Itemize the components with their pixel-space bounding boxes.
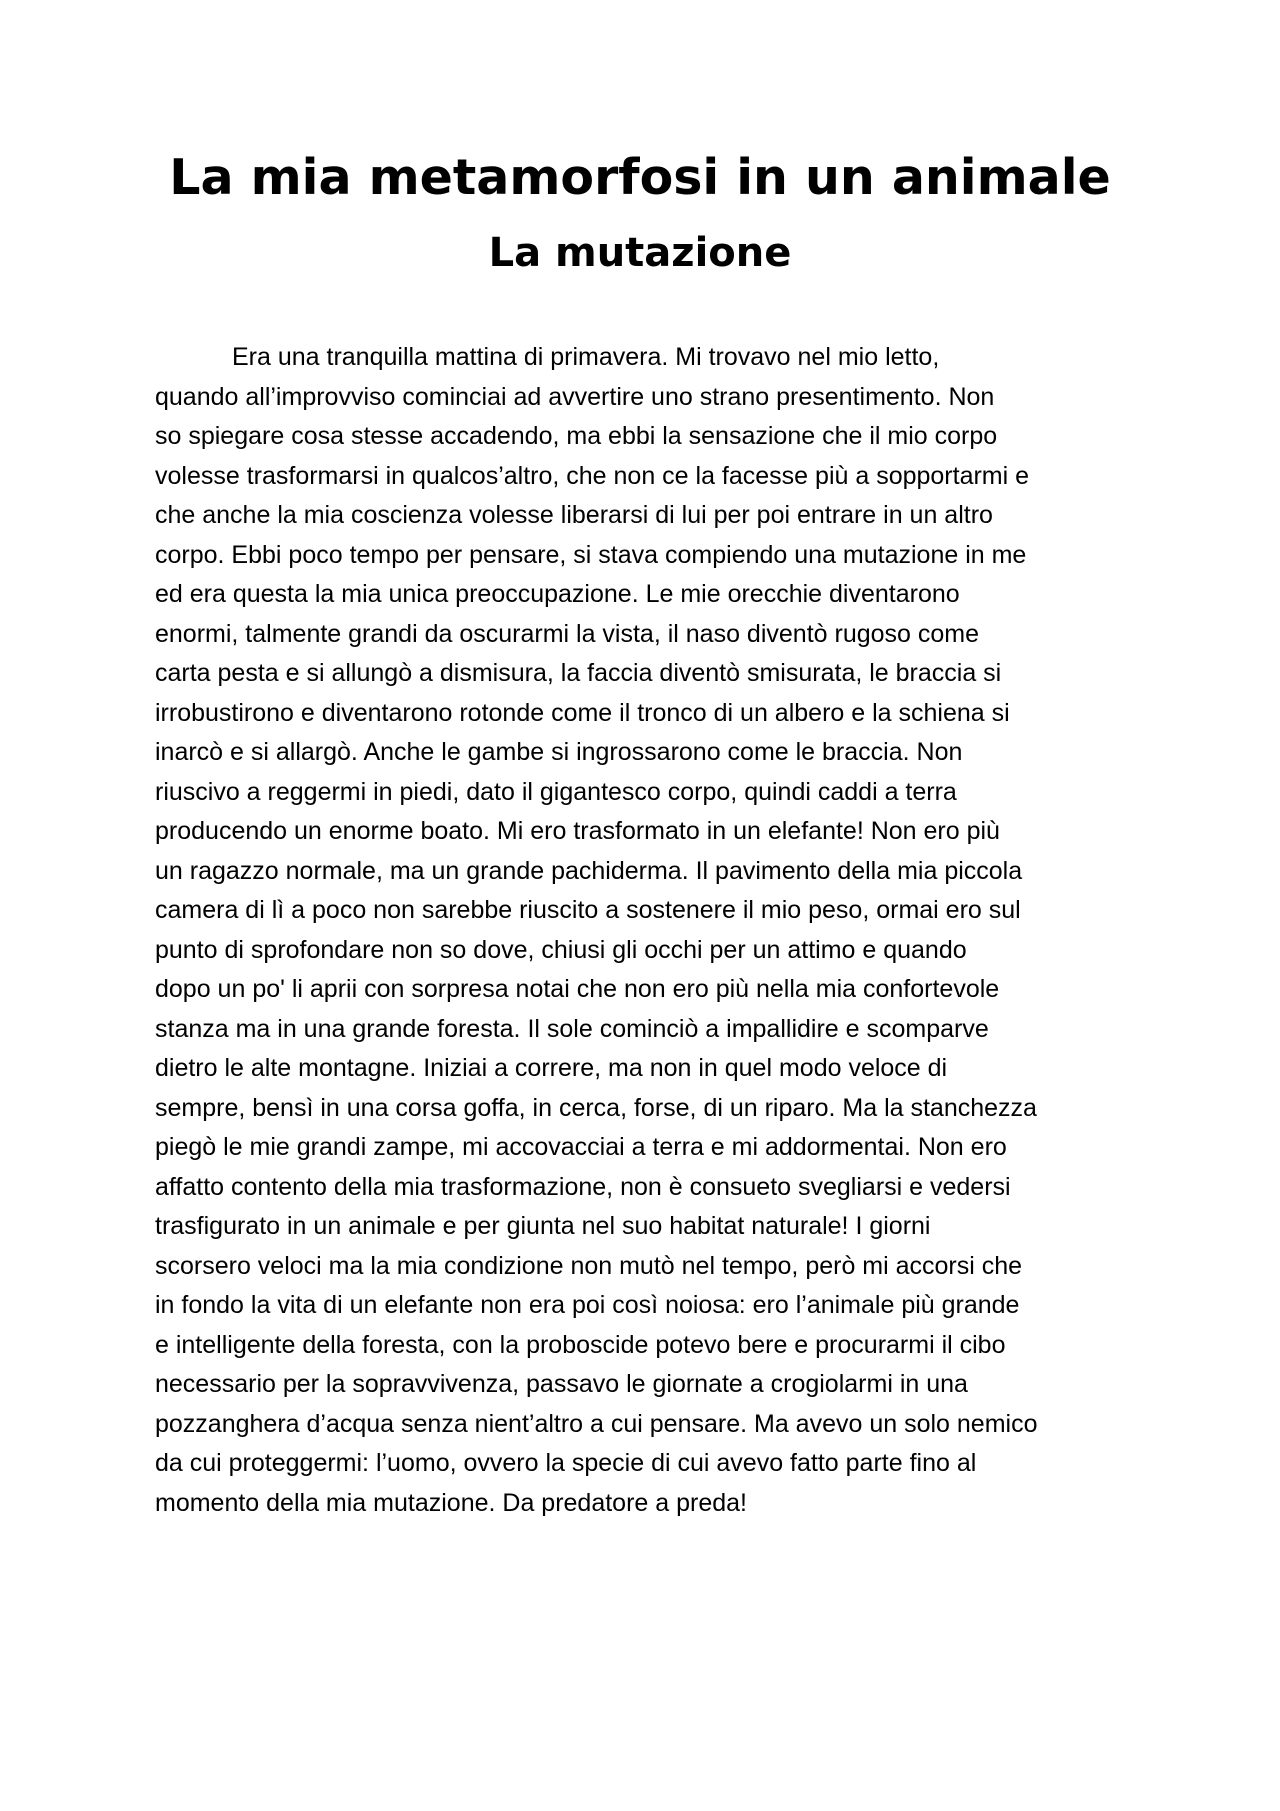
document-subtitle: La mutazione [488,230,792,276]
paragraph-line: trasfigurato in un animale e per giunta nel suo habitat naturale! I giorni [155,1212,931,1240]
paragraph-line: da cui proteggermi: l’uomo, ovvero la specie di cui avevo fatto parte fino al [155,1449,977,1477]
paragraph-line: dopo un po' li aprii con sorpresa notai che non ero più nella mia confortevole [155,975,1000,1003]
paragraph-line: un ragazzo normale, ma un grande pachiderma. Il pavimento della mia piccola [155,856,1023,885]
paragraph-line: enormi, talmente grandi da oscurarmi la vista, il naso diventò rugoso come [155,619,980,648]
paragraph-line: so spiegare cosa stesse accadendo, ma ebbi la sensazione che il mio corpo [155,422,998,450]
paragraph-line: dietro le alte montagne. Iniziai a correre, ma non in quel modo veloce di [155,1054,948,1082]
paragraph-line: corpo. Ebbi poco tempo per pensare, si stava compiendo una mutazione in me [155,540,1027,569]
document-title: La mia metamorfosi in un animale [169,149,1111,206]
paragraph-line: scorsero veloci ma la mia condizione non mutò nel tempo, però mi accorsi che [155,1251,1023,1280]
paragraph-line: e intelligente della foresta, con la proboscide potevo bere e procurarmi il cibo [155,1330,1006,1359]
paragraph-line: piegò le mie grandi zampe, mi accovacciai a terra e mi addormentai. Non ero [155,1133,1007,1161]
paragraph-line: necessario per la sopravvivenza, passavo le giornate a crogiolarmi in una [155,1370,968,1398]
paragraph-line: Era una tranquilla mattina di primavera. Mi trovavo nel mio letto, [232,343,940,371]
paragraph-line: camera di lì a poco non sarebbe riuscito a sostenere il mio peso, ormai ero sul [155,896,1021,924]
paragraph-line: carta pesta e si allungò a dismisura, la faccia diventò smisurata, le braccia si [155,659,1002,687]
paragraph-line: ed era questa la mia unica preoccupazione. Le mie orecchie diventarono [155,580,960,608]
body-paragraph [155,338,1135,1523]
paragraph-line: punto di sprofondare non so dove, chiusi gli occhi per un attimo e quando [155,935,967,964]
paragraph-line: pozzanghera d’acqua senza nient’altro a cui pensare. Ma avevo un solo nemico [155,1409,1038,1438]
paragraph-line: sempre, bensì in una corsa goffa, in cerca, forse, di un riparo. Ma la stanchezza [155,1093,1037,1122]
paragraph-line: affatto contento della mia trasformazione, non è consueto svegliarsi e vedersi [155,1172,1011,1201]
paragraph-line: irrobustirono e diventarono rotonde come il tronco di un albero e la schiena si [155,698,1010,727]
paragraph-line: inarcò e si allargò. Anche le gambe si ingrossarono come le braccia. Non [155,738,963,766]
paragraph-line: stanza ma in una grande foresta. Il sole cominciò a impallidire e scomparve [155,1014,989,1043]
paragraph-line: producendo un enorme boato. Mi ero trasformato in un elefante! Non ero più [155,817,1000,845]
paragraph-line: volesse trasformarsi in qualcos’altro, che non ce la facesse più a sopportarmi e [155,461,1030,490]
paragraph-line: in fondo la vita di un elefante non era poi così noiosa: ero l’animale più grande [155,1291,1020,1319]
paragraph-line: che anche la mia coscienza volesse liberarsi di lui per poi entrare in un altro [155,501,993,529]
paragraph-line: momento della mia mutazione. Da predatore a preda! [155,1488,747,1517]
paragraph-line: quando all’improvviso cominciai ad avvertire uno strano presentimento. Non [155,382,995,411]
paragraph-line: riuscivo a reggermi in piedi, dato il gigantesco corpo, quindi caddi a terra [155,777,957,806]
